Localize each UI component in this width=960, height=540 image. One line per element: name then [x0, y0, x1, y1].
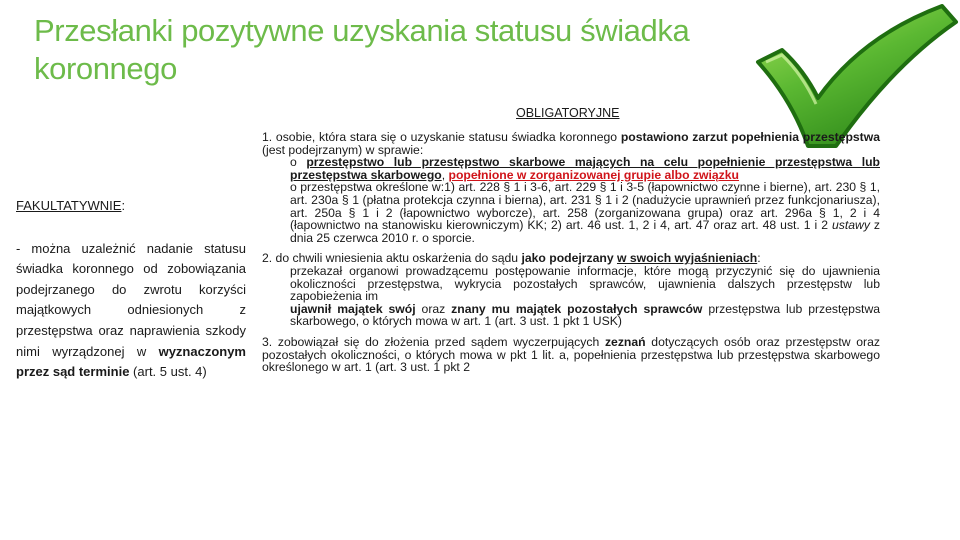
condition-1-item-1: o przestępstwo lub przestępstwo skarbowe mających na celu popełnienie przestępstwa lub przestępstwa skarbowego, popełnione w zorganizowanej grupie albo związku	[290, 155, 880, 182]
condition-2-item-1: przekazał organowi prowadzącemu postępowanie informacje, które mogą przyczynić się do ujawnienia okoliczności przestępstwa, wykrycia pozostałych sprawców, ujawnienia dalszych przestępstw lub zapobieżenia im	[290, 263, 880, 304]
checkmark-icon	[752, 0, 960, 150]
fakultatywnie-heading: FAKULTATYWNIE	[16, 198, 122, 213]
obligatoryjne-label: OBLIGATORYJNE	[516, 106, 620, 120]
condition-1: 1. osobie, która stara się o uzyskanie statusu świadka koronnego postawiono zarzut popełnienia przestępstwa (jest podejrzanym) w sprawie:	[262, 130, 880, 157]
condition-2: 2. do chwili wniesienia aktu oskarżenia do sądu jako podejrzany w swoich wyjaśnieniach:	[262, 251, 761, 266]
heading-colon: :	[121, 198, 126, 213]
optional-conditions	[16, 196, 246, 383]
deadline-bold: wyznaczonym przez sąd terminie	[16, 343, 246, 380]
page-title: Przesłanki pozytywne uzyskania statusu świadka koronnego	[34, 13, 690, 86]
condition-3: 3. zobowiązał się do złożenia przed sądem wyczerpujących zeznań dotyczących osób oraz przestępstw oraz pozostałych okoliczności, o których mowa w pkt 1 lit. a, popełnienia przestępstwa lub przestępstwa skarbowego określonego w art. 1 (art. 3 ust. 1 pkt 2	[262, 334, 880, 375]
mandatory-conditions	[262, 131, 880, 374]
condition-1-item-2: o przestępstwa określone w:1) art. 228 § 1 i 3-6, art. 229 § 1 i 3-5 (łapownictwo czynne i bierne), art. 230 § 1, art. 230a § 1 (płatna protekcja czynna i bierna), art. 231 § 1 i 2 (nadużycie uprawnień przez funkcjonariusza), art. 250a § 1 i 2 (łapownictwo wyborcze), art. 258 (zorganizowana grupa) oraz art. 296a § 1, 2 i 4 (łapownictwo na stanowisku kierowniczym) KK; 2) art. 46 ust. 1, 2 i 4, art. 47 oraz art. 48 ust. 1 i 2 ustawy z dnia 25 czerwca 2010 r. o sporcie.	[290, 180, 880, 245]
condition-2-item-2: ujawnił majątek swój oraz znany mu majątek pozostałych sprawców przestępstwa lub przestępstwa skarbowego, o których mowa w art. 1 (art. 3 ust. 1 pkt 1 USK)	[290, 301, 881, 329]
optional-text: - można uzależnić nadanie statusu świadka koronnego od zobowiązania podejrzanego do zwrotu korzyści majątkowych odniesionych z przestępstwa oraz naprawienia szkody nimi wyrządzonej w wyznaczonym przez sąd terminie (art. 5 ust. 4)	[16, 240, 246, 380]
